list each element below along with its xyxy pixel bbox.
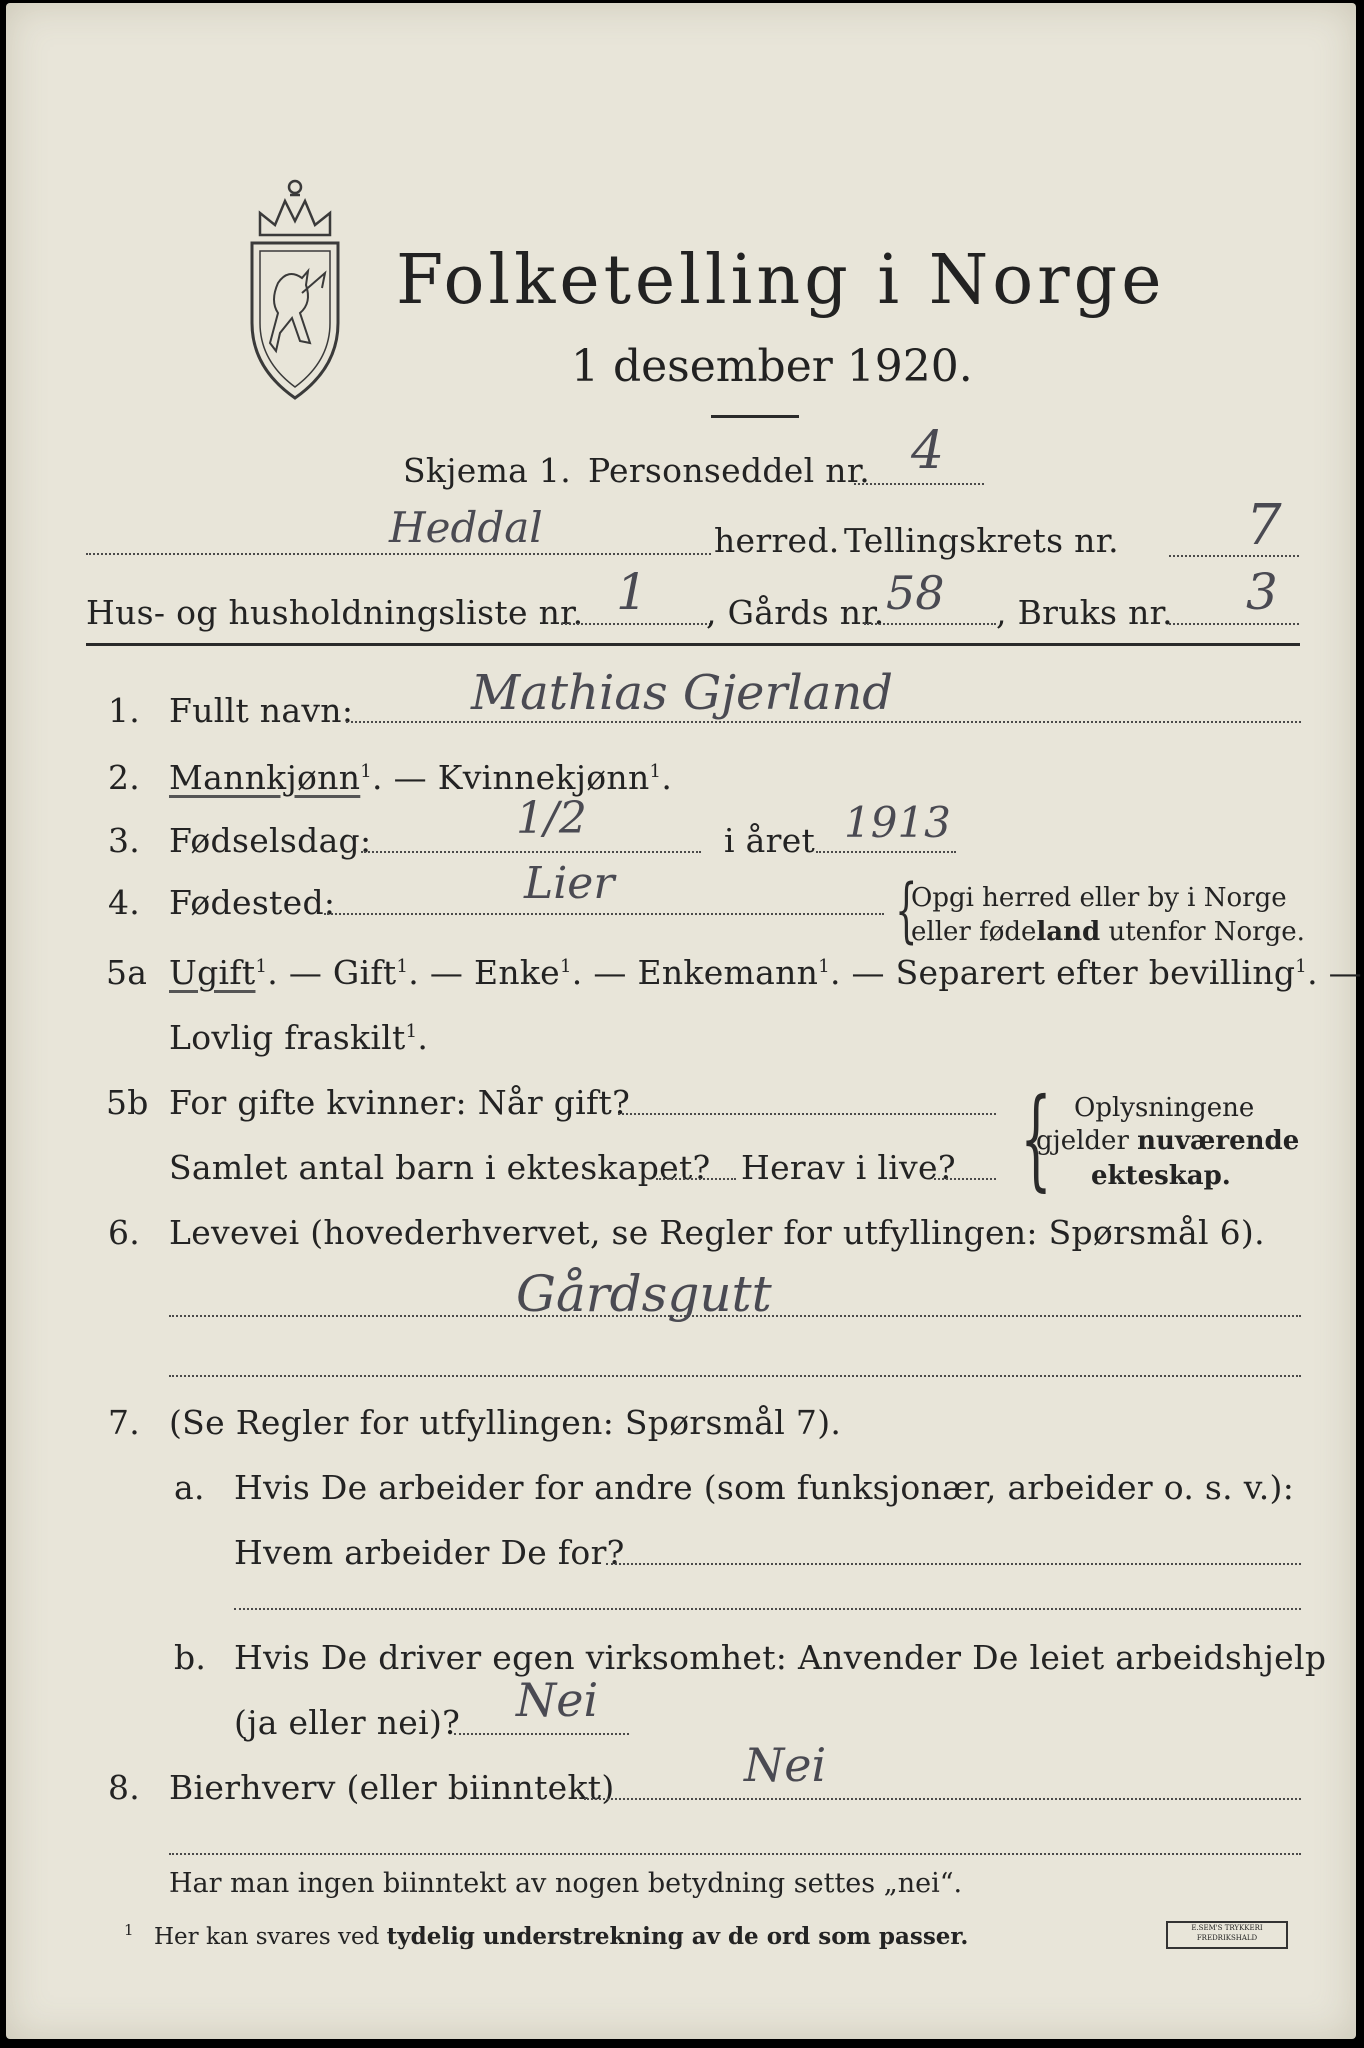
footnote-marker: 1 [124,1921,134,1939]
birthday-value: 1/2 [516,793,587,844]
q5a-options: Ugift$^1$. — Gift$^1$. — Enke$^1$. — Enkemann$^1$. — Separert efter bevilling$^1$. — [169,953,1362,992]
q7a-question: Hvem arbeider De for? [234,1533,625,1572]
q7-label: (Se Regler for utfyllingen: Spørsmål 7). [169,1403,842,1442]
option-fraskilt[interactable]: Lovlig fraskilt [169,1018,406,1057]
employer-field-2[interactable] [234,1608,1301,1610]
q7-number: 7. [108,1403,141,1442]
census-date: 1 desember 1920. [571,341,973,392]
q4-note-line1: Opgi herred eller by i Norge [911,883,1287,913]
q5b-married-label: For gifte kvinner: Når gift? [169,1083,631,1122]
married-date-field[interactable] [618,1113,996,1115]
census-form-sheet [6,3,1362,2039]
header-divider [86,643,1300,646]
gards-label: , Gårds nr. [706,593,885,632]
q5b-note-brace: { [1020,1074,1052,1202]
option-enkemann[interactable]: Enkemann [637,953,819,992]
q2-number: 2. [108,758,141,797]
q2-options: Mannkjønn$^1$. — Kvinnekjønn$^1$. [169,758,673,797]
full-name-field[interactable] [346,721,1301,723]
birth-year-value: 1913 [844,798,951,847]
birthplace-value: Lier [524,858,615,909]
skjema-label: Skjema 1. [403,451,572,490]
q5b-children-label: Samlet antal barn i ekteskapet? [169,1148,711,1187]
q5b-alive-label: Herav i live? [741,1148,956,1187]
bruks-value: 3 [1246,563,1278,621]
hus-label: Hus- og husholdningsliste nr. [86,593,584,632]
hired-help-field[interactable] [454,1733,629,1735]
q4-number: 4. [108,883,141,922]
biinntekt-note: Har man ingen biinntekt av nogen betydning settes „nei“. [169,1868,963,1899]
birth-year-label: i året [724,821,816,860]
q5b-number: 5b [106,1083,149,1122]
occupation-value: Gårdsgutt [516,1265,772,1323]
option-separert[interactable]: Separert efter bevilling [895,953,1296,992]
hus-field[interactable] [561,623,711,625]
option-enke[interactable]: Enke [473,953,561,992]
q5a-number: 5a [106,953,148,992]
personseddel-label: Personseddel nr. [588,451,871,490]
option-fraskilt-line: Lovlig fraskilt$^1$. [169,1018,429,1057]
q4-note-brace: { [895,869,918,951]
birthday-field[interactable] [361,851,701,853]
herred-label: herred. [714,521,840,560]
bruks-field[interactable] [1169,623,1299,625]
q4-note-line2: eller fødeland utenfor Norge. [911,917,1305,947]
personseddel-field[interactable] [854,483,984,485]
tellingskrets-label: Tellingskrets nr. [844,521,1119,560]
q6-number: 6. [108,1213,141,1252]
q7b-question: (ja eller nei)? [234,1703,461,1742]
q5b-note-line2: gjelder nuværende [1036,1126,1300,1156]
alive-field[interactable] [934,1178,996,1180]
title-divider [711,415,799,418]
gards-value: 58 [886,566,945,620]
option-ugift[interactable]: Ugift [169,953,256,992]
q5b-note-line3: ekteskap. [1091,1161,1231,1191]
occupation-field-2[interactable] [169,1375,1301,1377]
employer-field[interactable] [606,1563,1301,1565]
bruks-label: , Bruks nr. [996,593,1173,632]
q5b-note-line1: Oplysningene [1074,1093,1255,1123]
option-kvinnekjonn[interactable]: Kvinnekjønn [437,758,650,797]
full-name-value: Mathias Gjerland [471,665,894,721]
birth-year-field[interactable] [816,851,956,853]
side-income-value: Nei [744,1738,827,1792]
q7b-text: Hvis De driver egen virksomhet: Anvender De leiet arbeidshjelp [234,1638,1327,1677]
side-income-field-2[interactable] [169,1853,1301,1855]
children-field[interactable] [656,1178,736,1180]
tellingskrets-value: 7 [1246,493,1282,558]
side-income-field[interactable] [584,1798,1301,1800]
q8-number: 8. [108,1768,141,1807]
herred-field[interactable] [86,553,711,555]
q6-label: Levevei (hovederhvervet, se Regler for utfyllingen: Spørsmål 6). [169,1213,1265,1252]
herred-value: Heddal [389,503,543,552]
q1-number: 1. [108,691,141,730]
q3-number: 3. [108,821,141,860]
form-title: Folketelling i Norge [396,241,1166,320]
q3-label: Fødselsdag: [169,821,372,860]
coat-of-arms-icon [230,173,360,408]
personseddel-value: 4 [911,421,945,481]
q1-label: Fullt navn: [169,691,354,730]
option-gift[interactable]: Gift [332,953,397,992]
birthplace-field[interactable] [324,913,884,915]
q7b-letter: b. [174,1638,207,1677]
gards-field[interactable] [864,623,996,625]
q8-label: Bierhverv (eller biinntekt) [169,1768,615,1807]
q4-label: Fødested: [169,883,336,922]
footnote-text: Her kan svares ved tydelig understrekning av de ord som passer. [154,1923,969,1950]
hus-value: 1 [616,563,648,621]
q7a-letter: a. [174,1468,205,1507]
printer-stamp: E.SEM'S TRYKKERI FREDRIKSHALD [1166,1921,1288,1949]
q7a-text: Hvis De arbeider for andre (som funksjonær, arbeider o. s. v.): [234,1468,1295,1507]
option-mannkjonn[interactable]: Mannkjønn [169,758,361,797]
hired-help-value: Nei [516,1673,599,1727]
